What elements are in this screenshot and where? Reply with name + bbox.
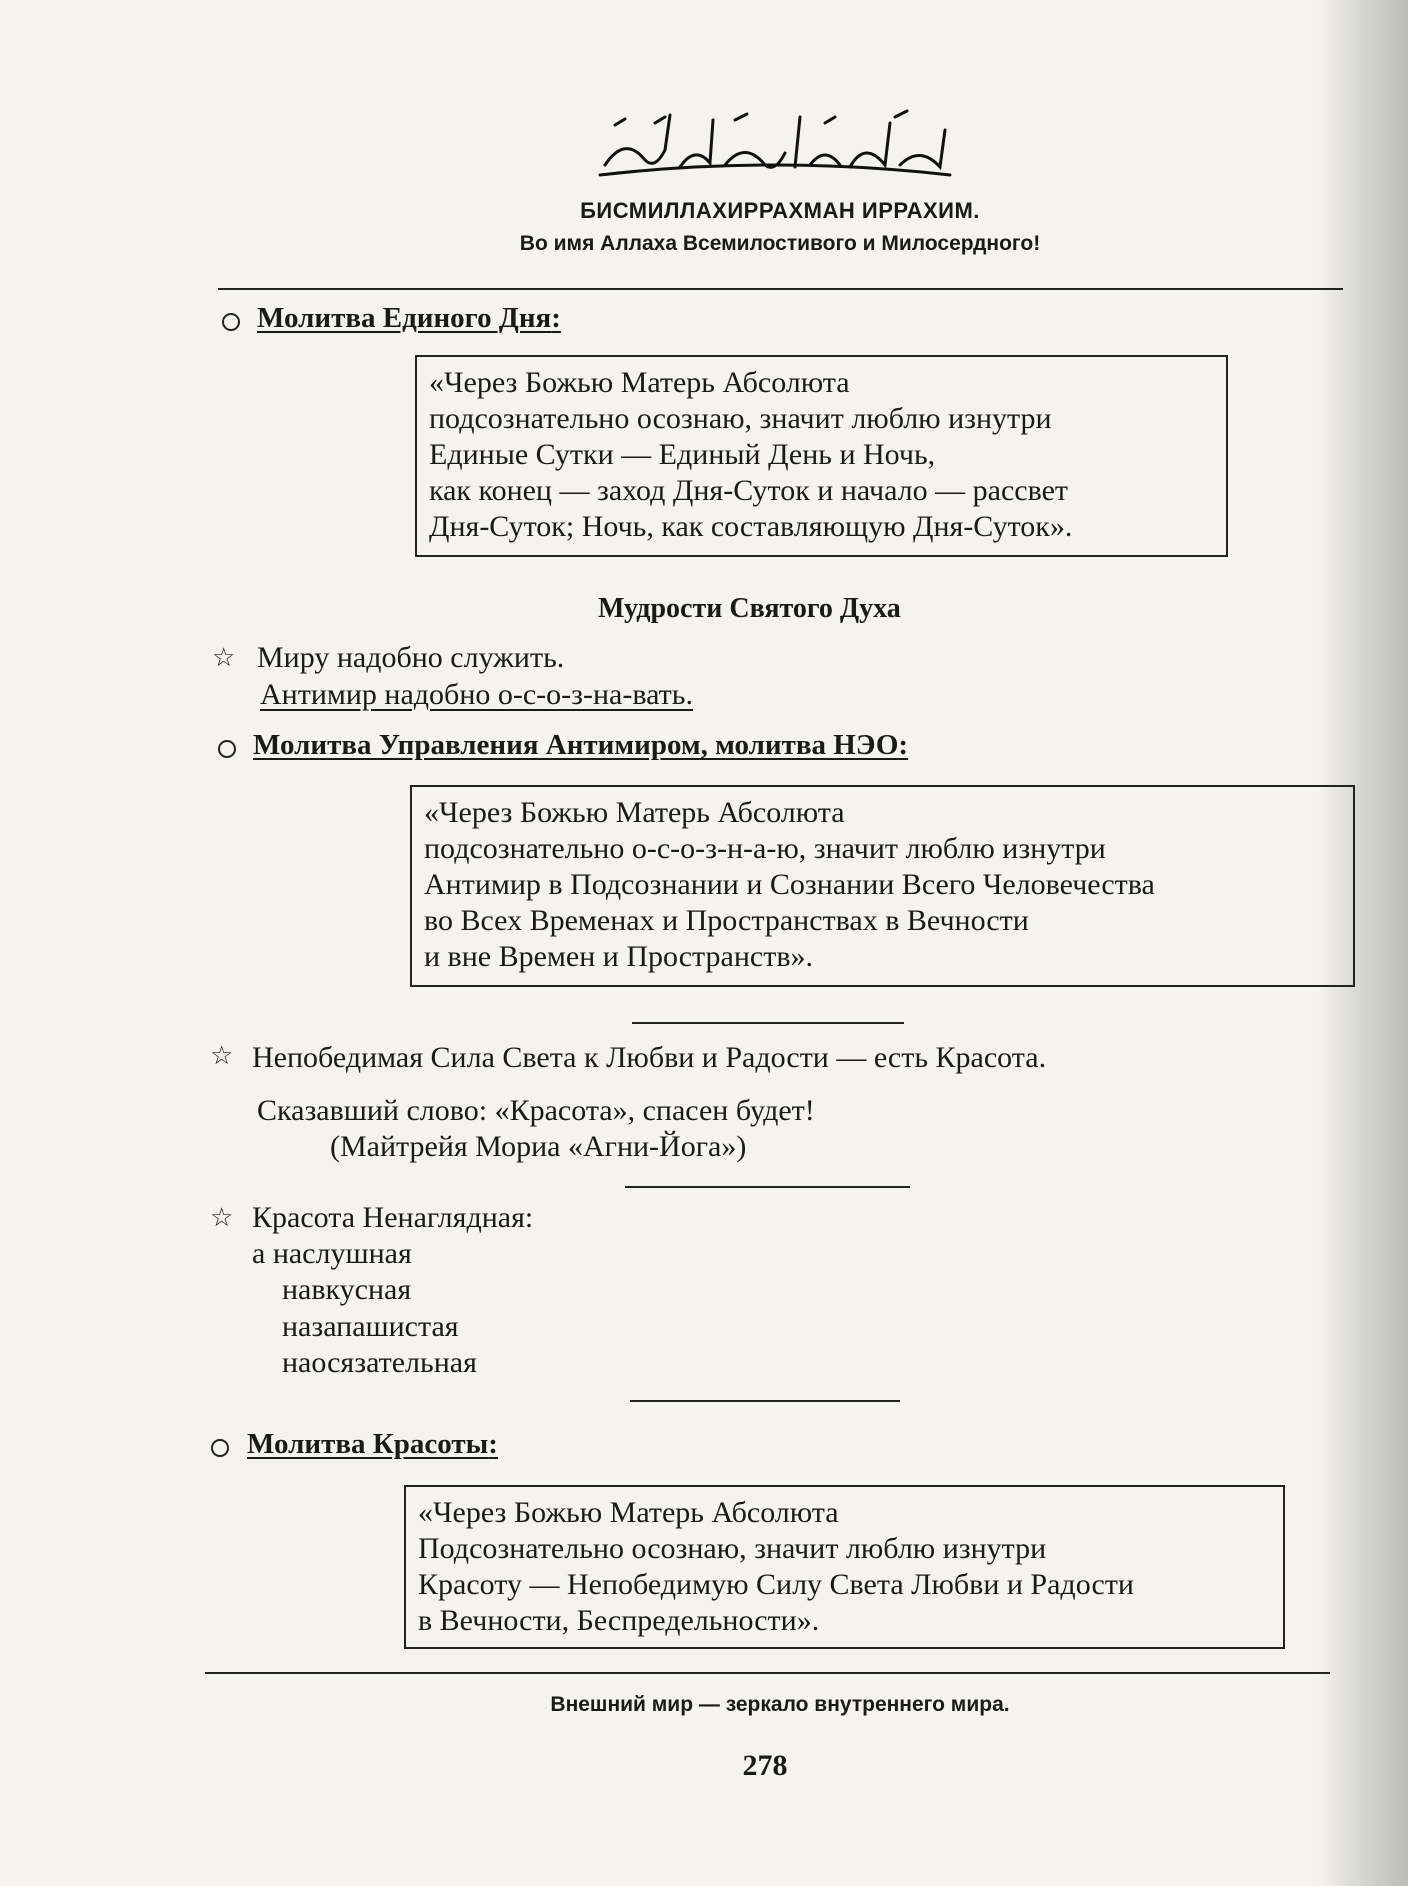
prayer-line: во Всех Временах и Пространствах в Вечности (424, 904, 1029, 937)
header-title: БИСМИЛЛАХИРРАХМАН ИРРАХИМ. (580, 198, 980, 223)
prayer-line: подсознательно о-с-о-з-н-а-ю, значит люблю изнутри (424, 832, 1106, 865)
section-divider (630, 1400, 900, 1402)
prayer-line: в Вечности, Беспредельности». (418, 1604, 820, 1637)
section-divider (632, 1022, 904, 1024)
prayer-line: как конец — заход Дня-Суток и начало — рассвет (429, 474, 1068, 507)
beauty-quote: Сказавший слово: «Красота», спасен будет! (257, 1094, 815, 1127)
wisdom-heading: Мудрости Святого Духа (598, 593, 901, 624)
header-divider (218, 288, 1343, 290)
prayer-heading-antiworld: Молитва Управления Антимиром, молитва НЭО: (253, 729, 909, 761)
beauty-list-item: назапашистая (282, 1310, 459, 1343)
star-bullet-icon: ☆ (210, 1041, 234, 1070)
beauty-source: (Майтрейя Мориа «Агни-Йога») (330, 1130, 747, 1163)
star-bullet-icon: ☆ (212, 643, 236, 672)
star-bullet-icon: ☆ (210, 1203, 234, 1232)
circle-bullet-icon (211, 1439, 229, 1457)
prayer-line: «Через Божью Матерь Абсолюта (424, 796, 845, 829)
prayer-line: подсознательно осознаю, значит люблю изнутри (429, 402, 1052, 435)
prayer-line: Дня-Суток; Ночь, как составляющую Дня-Суток». (429, 510, 1073, 543)
prayer-line: Единые Сутки — Единый День и Ночь, (429, 438, 936, 471)
wisdom-line: Антимир надобно о-с-о-з-на-вать. (260, 678, 693, 711)
prayer-line: Красоту — Непобедимую Силу Света Любви и Радости (418, 1568, 1134, 1601)
page-number: 278 (742, 1749, 788, 1782)
prayer-line: «Через Божью Матерь Абсолюта (429, 366, 850, 399)
footer-motto: Внешний мир — зеркало внутреннего мира. (550, 1693, 1010, 1716)
circle-bullet-icon (218, 740, 236, 758)
prayer-heading-beauty: Молитва Красоты: (247, 1428, 498, 1460)
prayer-box-one-day (415, 355, 1228, 557)
beauty-list-item: а наслушная (252, 1237, 412, 1270)
circle-bullet-icon (222, 313, 240, 331)
prayer-line: и вне Времен и Пространств». (424, 940, 813, 973)
header-subtitle: Во имя Аллаха Всемилостивого и Милосердного! (519, 232, 1041, 255)
beauty-list-item: навкусная (282, 1273, 412, 1306)
footer-divider (205, 1672, 1330, 1674)
prayer-box-antiworld (410, 785, 1355, 987)
prayer-heading-one-day: Молитва Единого Дня: (257, 302, 561, 334)
prayer-line: Подсознательно осознаю, значит люблю изнутри (418, 1532, 1047, 1565)
wisdom-line: Миру надобно служить. (257, 641, 565, 674)
beauty-list-item: наосязательная (282, 1346, 477, 1379)
prayer-line: Антимир в Подсознании и Сознании Всего Человечества (424, 868, 1155, 901)
prayer-line: «Через Божью Матерь Абсолюта (418, 1496, 839, 1529)
prayer-box-beauty (404, 1485, 1285, 1649)
beauty-list-title: Красота Ненаглядная: (252, 1201, 534, 1234)
bismillah-calligraphy (595, 95, 955, 185)
section-divider (625, 1186, 910, 1188)
beauty-line: Непобедимая Сила Света к Любви и Радости — есть Красота. (252, 1041, 1047, 1074)
